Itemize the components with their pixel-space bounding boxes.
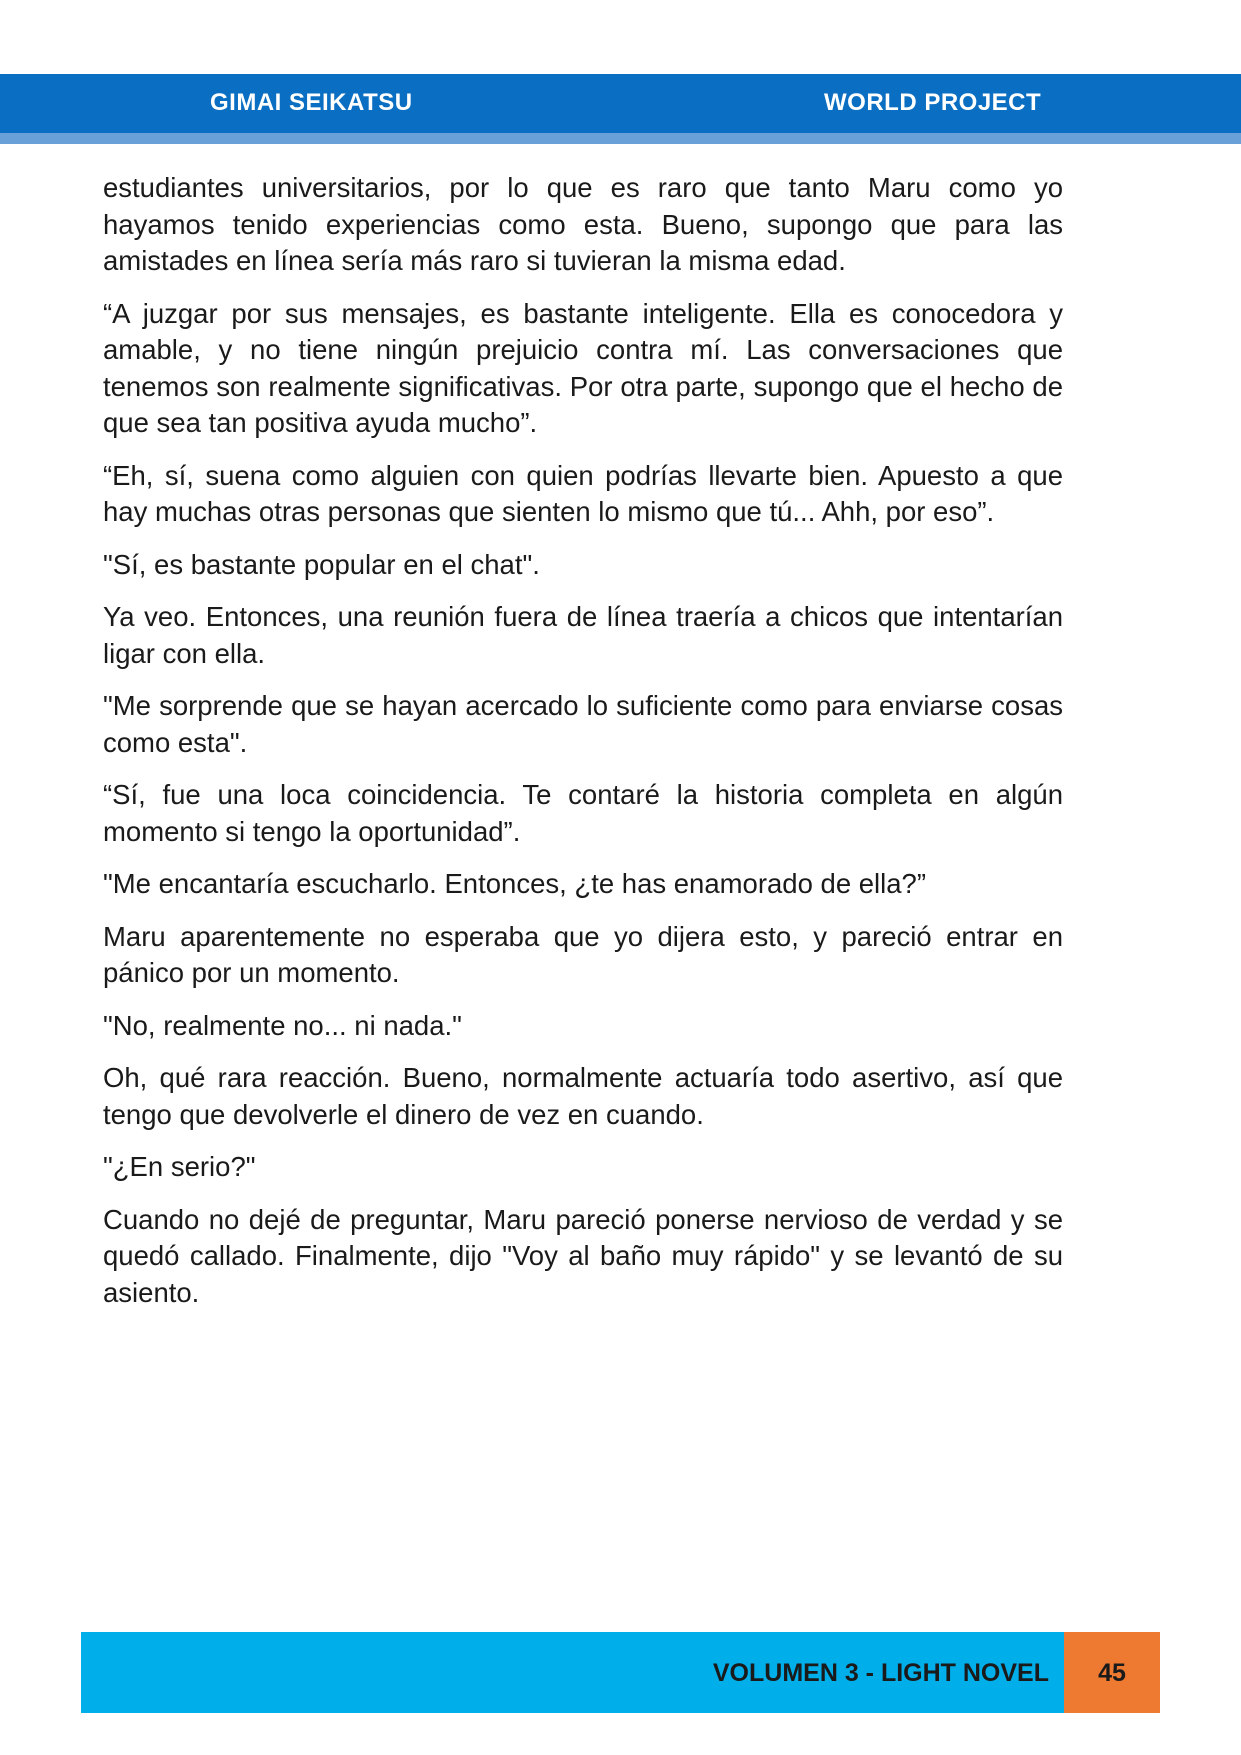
paragraph: "Me encantaría escucharlo. Entonces, ¿te has enamorado de ella?” [103,868,927,899]
paragraph: “A juzgar por sus mensajes, es bastante inteligente. Ella es conocedora y amable, y no tiene ningún prejuicio contra mí. Las conversaciones que tenemos son realmente significativas. Por otra parte, supongo que el hecho de que sea tan positiva ayuda mucho”. [103,297,1063,438]
footer-volume-label: VOLUMEN 3 - LIGHT NOVEL [712,1659,1049,1687]
paragraph: "Me sorprende que se hayan acercado lo suficiente como para enviarse cosas como esta". [103,690,1063,758]
header-bar [0,74,1241,133]
paragraph: "No, realmente no... ni nada." [103,1009,462,1041]
paragraph: Maru aparentemente no esperaba que yo dijera esto, y pareció entrar en pánico por un momento. [103,920,1063,988]
paragraph: Ya veo. Entonces, una reunión fuera de línea traería a chicos que intentarían ligar con ella. [103,601,1063,669]
paragraph: estudiantes universitarios, por lo que es raro que tanto Maru como yo hayamos tenido experiencias como esta. Bueno, supongo que para las amistades en línea sería más raro si tuvieran la misma edad. [103,172,1063,276]
paragraph: "¿En serio?" [103,1151,256,1182]
header-accent-strip [0,133,1241,144]
paragraph: "Sí, es bastante popular en el chat". [103,548,540,580]
paragraph: “Sí, fue una loca coincidencia. Te contaré la historia completa en algún momento si tengo la oportunidad”. [103,779,1063,847]
paragraph: Oh, qué rara reacción. Bueno, normalmente actuaría todo asertivo, así que tengo que devolverle el dinero de vez en cuando. [103,1062,1063,1130]
paragraph: “Eh, sí, suena como alguien con quien podrías llevarte bien. Apuesto a que hay muchas otras personas que sienten lo mismo que tú... Ahh, por eso”. [103,459,1063,527]
page-body [103,170,1063,1327]
page-number: 45 [1098,1659,1126,1687]
paragraph: Cuando no dejé de preguntar, Maru pareció ponerse nervioso de verdad y se quedó callado. Finalmente, dijo "Voy al baño muy rápido" y se levantó de su asiento. [103,1203,1063,1308]
header-series-title: GIMAI SEIKATSU [210,89,413,116]
header-group-title: WORLD PROJECT [824,89,1042,116]
